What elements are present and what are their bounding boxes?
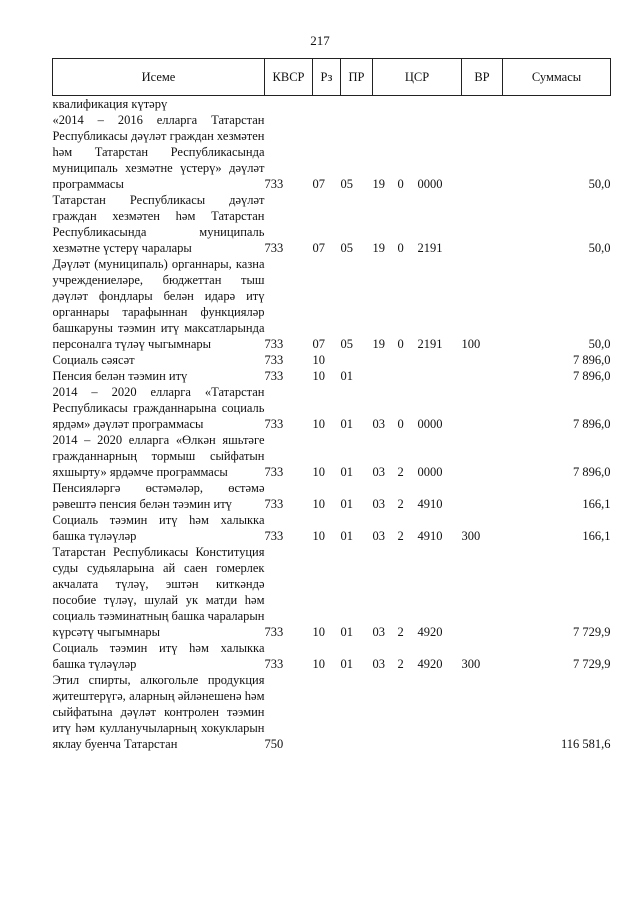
row-rz: 10: [312, 625, 325, 639]
row-name: Социаль тәэмин итү һәм халыкка башка түләүләр: [52, 641, 265, 671]
row-csr-subprogram: 2: [397, 529, 404, 543]
row-csr-program: [373, 672, 398, 752]
header-name: Исеме: [53, 59, 265, 96]
row-sum: 7 896,0: [573, 353, 611, 367]
row-sum: 7 896,0: [573, 465, 611, 479]
row-csr-subprogram: 2: [397, 625, 404, 639]
row-csr-subprogram: 0: [397, 177, 404, 191]
row-kvsr: 733: [264, 417, 284, 431]
header-csr: ЦСР: [373, 59, 462, 96]
row-pr: 01: [340, 417, 353, 431]
row-kvsr: 733: [264, 497, 284, 511]
row-csr-program: 19: [372, 241, 385, 255]
row-vr: 100: [461, 337, 481, 351]
row-name: «2014 – 2016 елларга Татарстан Республикасы дәүләт граждан хезмәтен һәм Татарстан Республикасында муниципаль хезмәтне үстерү» дәүләт программасы: [52, 113, 265, 191]
row-csr-item: 4910: [417, 497, 443, 511]
row-csr-program: [373, 368, 398, 384]
row-kvsr: 733: [264, 529, 284, 543]
row-sum: 7 896,0: [573, 369, 611, 383]
row-csr-subprogram: 2: [397, 465, 404, 479]
row-name: 2014 – 2020 елларга «Татарстан Республикасы гражданнарына социаль ярдәм» дәүләт программасы: [52, 385, 265, 431]
continuation-row: [53, 96, 611, 113]
row-csr-program: 03: [372, 465, 385, 479]
row-vr: 300: [461, 657, 481, 671]
row-kvsr: 733: [264, 465, 284, 479]
row-vr: [462, 432, 503, 480]
row-csr-subprogram: 0: [397, 417, 404, 431]
table-row: [53, 384, 611, 432]
row-csr-item: 4920: [417, 625, 443, 639]
row-rz: [313, 672, 341, 752]
row-csr-program: 03: [372, 625, 385, 639]
row-csr-program: 19: [372, 337, 385, 351]
table-row: [53, 640, 611, 672]
row-csr-program: 03: [372, 417, 385, 431]
table-row: [53, 192, 611, 256]
page-number: 217: [310, 33, 330, 48]
row-vr: 300: [461, 529, 481, 543]
row-name: Социаль сәясәт: [52, 353, 135, 367]
row-vr: [462, 352, 503, 368]
row-sum: 50,0: [588, 241, 611, 255]
row-name: 2014 – 2020 елларга «Өлкән яшьтәге гражданнарның тормыш сыйфатын яхшырту» ярдәмче программасы: [52, 433, 265, 479]
row-csr-subprogram: 0: [397, 241, 404, 255]
row-rz: 10: [312, 529, 325, 543]
row-kvsr: 733: [264, 657, 284, 671]
row-kvsr: 733: [264, 241, 284, 255]
row-csr-item: 0000: [417, 465, 443, 479]
row-csr-item: 2191: [417, 241, 443, 255]
row-csr-program: 03: [372, 657, 385, 671]
row-sum: 7 896,0: [573, 417, 611, 431]
table-row: [53, 368, 611, 384]
header-rz: Рз: [313, 59, 341, 96]
row-kvsr: 733: [264, 337, 284, 351]
row-csr-item: 4920: [417, 657, 443, 671]
row-pr: 05: [340, 337, 353, 351]
header-vr: ВР: [462, 59, 503, 96]
row-vr: [462, 112, 503, 192]
row-name: Пенсия белән тәэмин итү: [52, 369, 188, 383]
row-pr: [341, 352, 373, 368]
row-vr: [462, 368, 503, 384]
row-csr-item: [418, 352, 462, 368]
row-rz: 10: [312, 353, 325, 367]
row-rz: 10: [312, 497, 325, 511]
row-csr-subprogram: 2: [397, 497, 404, 511]
row-csr-item: 2191: [417, 337, 443, 351]
row-pr: 01: [340, 657, 353, 671]
row-csr-program: 19: [372, 177, 385, 191]
row-kvsr: 733: [264, 625, 284, 639]
row-rz: 07: [312, 337, 325, 351]
row-csr-subprogram: 0: [397, 337, 404, 351]
row-sum: 166,1: [582, 497, 611, 511]
header-sum: Суммасы: [503, 59, 611, 96]
header-pr: ПР: [341, 59, 373, 96]
row-csr-program: 03: [372, 497, 385, 511]
table-row: [53, 544, 611, 640]
row-sum: 116 581,6: [560, 737, 611, 751]
row-pr: 01: [340, 497, 353, 511]
header-kvsr: КВСР: [265, 59, 313, 96]
row-kvsr: 733: [264, 353, 284, 367]
row-pr: 01: [340, 465, 353, 479]
row-csr-item: 0000: [417, 417, 443, 431]
row-rz: 10: [312, 369, 325, 383]
row-csr-program: 03: [372, 529, 385, 543]
row-rz: 10: [312, 417, 325, 431]
row-rz: 07: [312, 241, 325, 255]
table-row: [53, 480, 611, 512]
table-row: [53, 672, 611, 752]
table-row: [53, 256, 611, 352]
budget-table: [52, 58, 611, 752]
row-name: Этил спирты, алкогольле продукция җитештерүгә, аларның әйләнешенә һәм сыйфатына дәүләт контролен тәэмин итү һәм кулланучыларның хокукларын яклау буенча Татарстан: [52, 673, 265, 751]
row-vr: [462, 384, 503, 432]
row-name: Татарстан Республикасы дәүләт граждан хезмәтен һәм Татарстан Республикасында муниципаль хезмәтне үстерү чаралары: [52, 193, 265, 255]
table-row: [53, 432, 611, 480]
row-rz: 10: [312, 465, 325, 479]
row-csr-program: [373, 352, 398, 368]
row-vr: [462, 480, 503, 512]
row-sum: 50,0: [588, 337, 611, 351]
row-csr-subprogram: 2: [397, 657, 404, 671]
row-name: Татарстан Республикасы Конституция суды судьяларына ай саен гомерлек акчалата түләү, эштән киткәндә пособие түләү, шулай ук матди һәм социаль тәэминатның башка чараларын күрсәтү чыгымнары: [52, 545, 265, 639]
row-sum: 7 729,9: [573, 625, 611, 639]
row-rz: 07: [312, 177, 325, 191]
table-row: [53, 352, 611, 368]
table-row: [53, 112, 611, 192]
row-csr-subprogram: [398, 352, 418, 368]
row-name: Дәүләт (муниципаль) органнары, казна учреждениеләре, бюджеттан тыш дәүләт фондлары белән идарә итү органнары тарафыннан функцияләр башкаруны тәэмин итү максатларында персоналга түләү чыгымнары: [52, 257, 265, 351]
row-rz: 10: [312, 657, 325, 671]
row-vr: [462, 672, 503, 752]
row-kvsr: 733: [264, 369, 284, 383]
row-kvsr: 733: [264, 177, 284, 191]
row-csr-item: 4910: [417, 529, 443, 543]
row-pr: 05: [340, 177, 353, 191]
row-sum: 50,0: [588, 177, 611, 191]
row-csr-subprogram: [398, 672, 418, 752]
table-row: [53, 512, 611, 544]
row-csr-item: 0000: [417, 177, 443, 191]
row-pr: 05: [340, 241, 353, 255]
row-csr-subprogram: [398, 368, 418, 384]
table-header-row: [53, 59, 611, 96]
row-pr: [341, 672, 373, 752]
row-pr: 01: [340, 529, 353, 543]
row-kvsr: 750: [264, 737, 284, 751]
row-csr-item: [418, 672, 462, 752]
continuation-text: квалификация күтәрү: [52, 97, 168, 111]
row-csr-item: [418, 368, 462, 384]
row-name: Пенсияләргә өстәмәләр, өстәмә рәвештә пенсия белән тәэмин итү: [52, 481, 265, 511]
row-sum: 7 729,9: [573, 657, 611, 671]
row-pr: 01: [340, 625, 353, 639]
row-sum: 166,1: [582, 529, 611, 543]
row-vr: [462, 544, 503, 640]
row-pr: 01: [340, 369, 353, 383]
row-vr: [462, 192, 503, 256]
row-name: Социаль тәэмин итү һәм халыкка башка түләүләр: [52, 513, 265, 543]
